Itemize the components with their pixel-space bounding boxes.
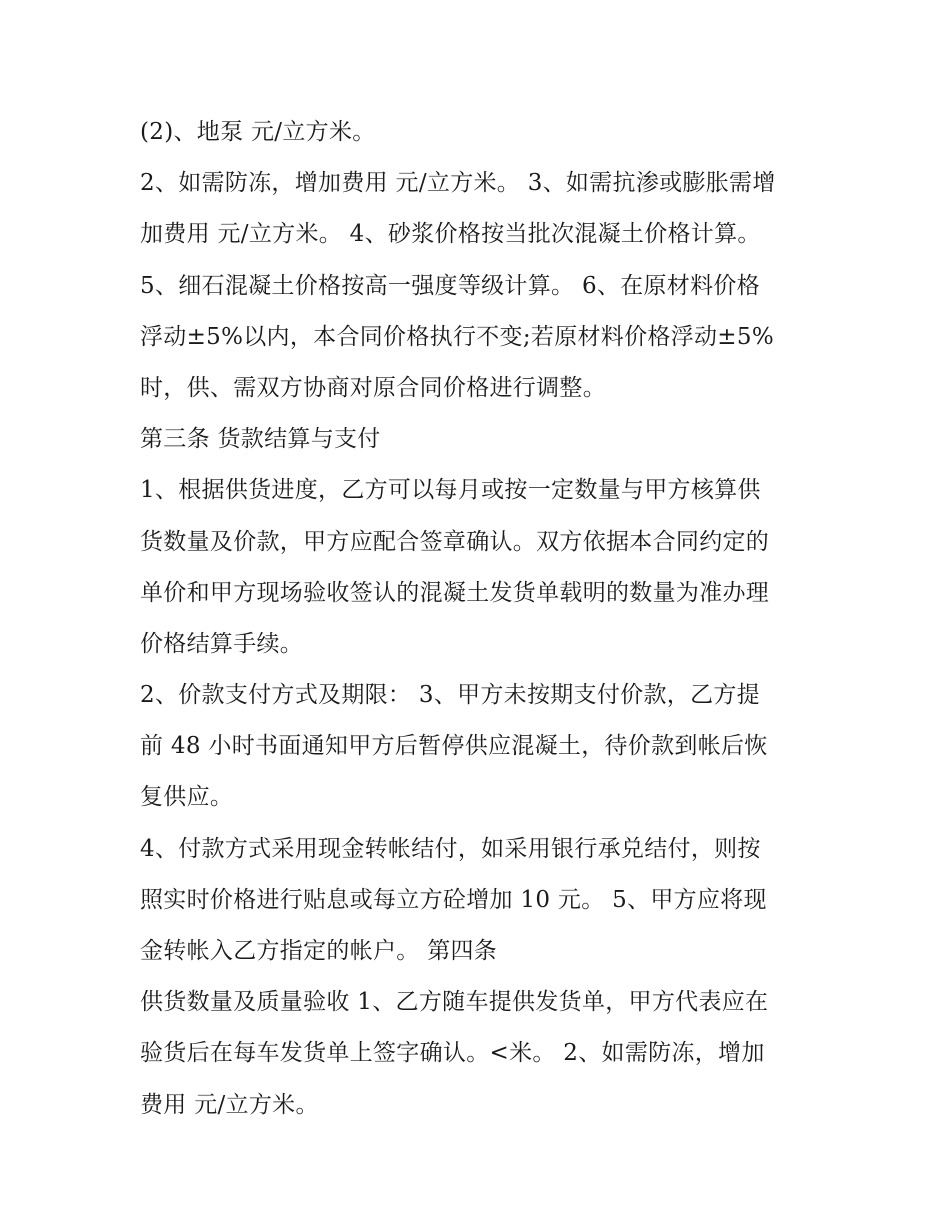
text-line: 验货后在每车发货单上签字确认。<米。 2、如需防冻，增加 [140,1040,765,1067]
text-line: 浮动±5%以内，本合同价格执行不变;若原材料价格浮动±5% [140,323,774,350]
text-line: 4、付款方式采用现金转帐结付，如采用银行承兑结付，则按 [140,835,761,862]
text-line: 照实时价格进行贴息或每立方砼增加 10 元。 5、甲方应将现 [140,886,767,913]
document-body [140,110,830,1134]
text-line: 前 48 小时书面通知甲方后暂停供应混凝土，待价款到帐后恢 [140,733,768,760]
text-line: 1、根据供货进度，乙方可以每月或按一定数量与甲方核算供 [140,477,761,504]
text-line: (2)、地泵 元/立方米。 [140,119,376,145]
text-line: 供货数量及质量验收 1、乙方随车提供发货单，甲方代表应在 [140,989,769,1016]
text-line: 2、价款支付方式及期限： 3、甲方未按期支付价款，乙方提 [140,682,760,709]
text-line: 2、如需防冻，增加费用 元/立方米。 3、如需抗渗或膨胀需增 [140,170,776,197]
text-line: 金转帐入乙方指定的帐户。 第四条 [140,938,498,964]
text-line: 单价和甲方现场验收签认的混凝土发货单载明的数量为准办理 [140,579,770,606]
text-line: 货数量及价款，甲方应配合签章确认。双方依据本合同约定的 [140,528,770,555]
text-line: 时，供、需双方协商对原合同价格进行调整。 [140,374,606,401]
text-line: 加费用 元/立方米。 4、砂浆价格按当批次混凝土价格计算。 [140,221,761,248]
text-line: 费用 元/立方米。 [140,1091,319,1118]
text-line: 价格结算手续。 [140,630,304,657]
section-heading: 第三条 货款结算与支付 [140,426,381,453]
text-line: 复供应。 [140,784,234,811]
text-line: 5、细石混凝土价格按高一强度等级计算。 6、在原材料价格 [140,272,760,299]
